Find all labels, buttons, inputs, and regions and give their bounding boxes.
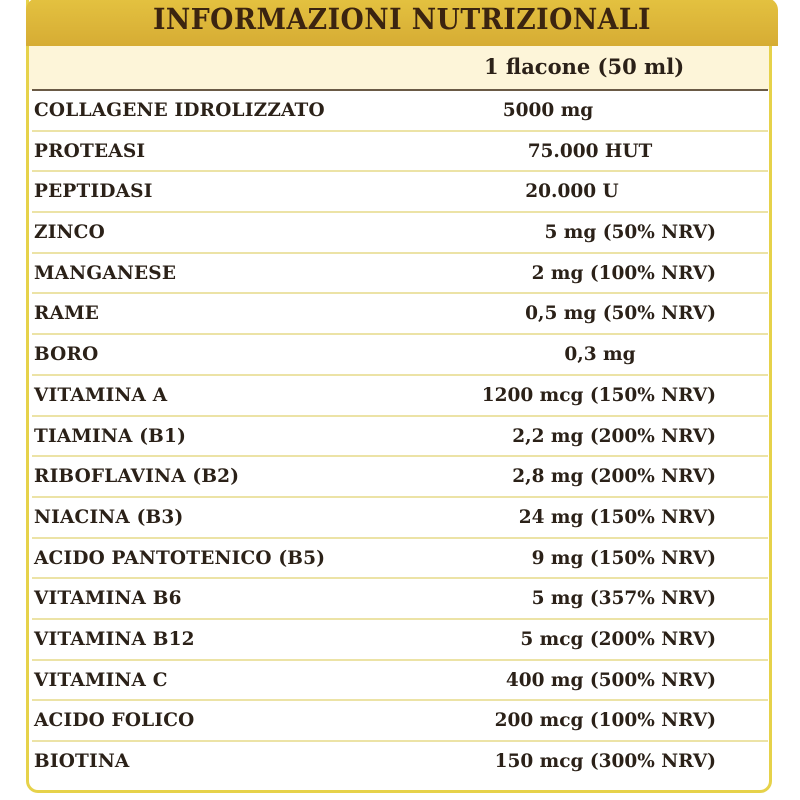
- table-row: [32, 213, 768, 254]
- table-row: [32, 254, 768, 295]
- table-row: [32, 539, 768, 580]
- nutrient-value: 24 mg (150% NRV): [518, 506, 716, 528]
- nutrient-value: 2,2 mg (200% NRV): [512, 425, 716, 447]
- nutrient-value: 2,8 mg (200% NRV): [512, 466, 716, 488]
- nutrient-value: 400 mg (500% NRV): [505, 669, 716, 691]
- table-row: [32, 172, 768, 213]
- nutrient-value: 5 mg (357% NRV): [531, 588, 716, 610]
- table-row: [32, 579, 768, 620]
- nutrient-name: VITAMINA A: [34, 384, 168, 406]
- nutrient-value: 2 mg (100% NRV): [531, 262, 716, 284]
- nutrient-value: 5000 mg: [502, 100, 594, 121]
- nutrient-name: PROTEASI: [34, 140, 146, 162]
- nutrient-value: 75.000 HUT: [527, 140, 653, 162]
- nutrient-value: 9 mg (150% NRV): [531, 547, 716, 569]
- nutrient-name: RIBOFLAVINA (B2): [34, 466, 240, 488]
- table-row: [32, 742, 768, 783]
- header-band: [26, 0, 778, 46]
- nutrient-name: ACIDO FOLICO: [34, 710, 195, 732]
- nutrient-value: 150 mcg (300% NRV): [494, 751, 716, 772]
- nutrient-name: NIACINA (B3): [34, 506, 184, 528]
- nutrient-name: PEPTIDASI: [34, 181, 153, 203]
- nutrient-value: 5 mcg (200% NRV): [520, 628, 716, 650]
- table-row: [32, 661, 768, 702]
- nutrient-name: BORO: [34, 344, 99, 366]
- table-row: [32, 457, 768, 498]
- nutrient-name: MANGANESE: [34, 262, 177, 284]
- table-row: [32, 335, 768, 376]
- nutrient-name: VITAMINA B12: [34, 628, 195, 650]
- nutrient-name: BIOTINA: [34, 751, 130, 772]
- table-row: [32, 498, 768, 539]
- nutrient-name: RAME: [34, 303, 100, 325]
- nutrient-name: ACIDO PANTOTENICO (B5): [34, 547, 326, 569]
- nutrient-name: TIAMINA (B1): [34, 425, 187, 447]
- page-title: INFORMAZIONI NUTRIZIONALI: [152, 2, 651, 36]
- nutrient-value: 200 mcg (100% NRV): [494, 710, 716, 732]
- table-row: [32, 701, 768, 742]
- table-row: [32, 91, 768, 132]
- nutrient-table: [32, 91, 768, 783]
- nutrient-value: 20.000 U: [525, 181, 619, 203]
- nutrient-value: 1200 mcg (150% NRV): [481, 384, 716, 406]
- nutrient-value: 0,5 mg (50% NRV): [525, 303, 716, 325]
- table-row: [32, 132, 768, 173]
- serving-size-label: 1 flacone (50 ml): [484, 54, 685, 79]
- table-row: [32, 417, 768, 458]
- table-row: [32, 376, 768, 417]
- table-row: [32, 620, 768, 661]
- nutrient-name: VITAMINA C: [34, 669, 168, 691]
- nutrient-value: 0,3 mg: [564, 344, 636, 366]
- nutrient-value: 5 mg (50% NRV): [544, 222, 716, 244]
- column-header-band: [26, 46, 772, 90]
- table-row: [32, 294, 768, 335]
- nutrient-name: COLLAGENE IDROLIZZATO: [34, 100, 325, 121]
- nutrient-name: ZINCO: [34, 222, 105, 244]
- nutrient-name: VITAMINA B6: [34, 588, 182, 610]
